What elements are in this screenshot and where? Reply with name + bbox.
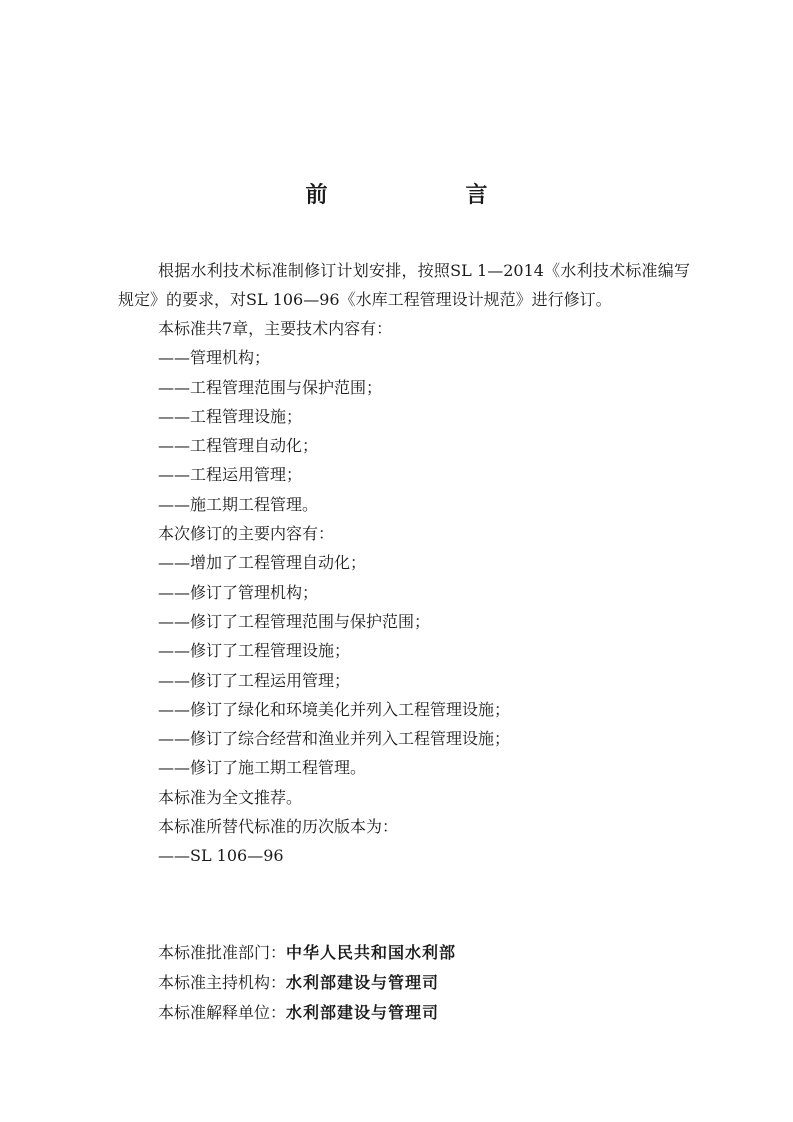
dept-label: 本标准解释单位： xyxy=(158,1003,287,1022)
list-item: ——工程运用管理； xyxy=(158,465,303,485)
recommendation-text: 本标准为全文推荐。 xyxy=(158,787,303,807)
list-item: ——工程管理自动化； xyxy=(158,436,319,456)
department-info xyxy=(158,938,456,1028)
preface-body xyxy=(118,256,690,871)
list-item: ——修订了综合经营和渔业并列入工程管理设施； xyxy=(158,729,511,749)
dept-label: 本标准批准部门： xyxy=(158,943,287,962)
list-item: ——工程管理范围与保护范围； xyxy=(158,377,383,397)
page-title: 前 言 xyxy=(305,183,546,208)
list-item: ——施工期工程管理。 xyxy=(158,494,319,514)
dept-value: 中华人民共和国水利部 xyxy=(286,943,457,962)
dept-label: 本标准主持机构： xyxy=(158,973,287,992)
list-item: ——修订了施工期工程管理。 xyxy=(158,758,367,778)
interpretation-unit-row xyxy=(158,998,456,1028)
presiding-organization-row xyxy=(158,968,456,998)
intro-paragraph: 根据水利技术标准制修订计划安排，按照SL 1—2014《水利技术标准编写规定》的要求，对SL 106—96《水库工程管理设计规范》进行修订。 xyxy=(118,261,690,309)
dept-value: 水利部建设与管理司 xyxy=(286,973,440,992)
list-item: ——增加了工程管理自动化； xyxy=(158,553,367,573)
list-item: ——SL 106—96 xyxy=(158,846,284,866)
list-item: ——修订了工程管理设施； xyxy=(158,641,351,661)
list-item: ——修订了工程管理范围与保护范围； xyxy=(158,611,431,631)
chapters-heading: 本标准共7章，主要技术内容有： xyxy=(158,319,393,338)
revision-heading: 本次修订的主要内容有： xyxy=(158,524,335,544)
list-item: ——修订了绿化和环境美化并列入工程管理设施； xyxy=(158,699,511,719)
history-heading: 本标准所替代标准的历次版本为： xyxy=(158,817,399,837)
list-item: ——修订了管理机构； xyxy=(158,582,319,602)
list-item: ——管理机构； xyxy=(158,348,271,368)
list-item: ——修订了工程运用管理； xyxy=(158,670,351,690)
list-item: ——工程管理设施； xyxy=(158,406,303,426)
approval-department-row xyxy=(158,938,456,968)
dept-value: 水利部建设与管理司 xyxy=(286,1003,440,1022)
